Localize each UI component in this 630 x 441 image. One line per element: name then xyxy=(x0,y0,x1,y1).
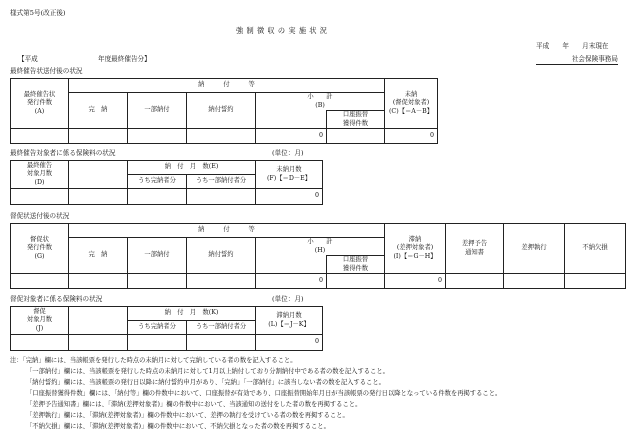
col-partial-payment-2: 一部納付 xyxy=(128,238,187,274)
value-l: 0 xyxy=(256,335,323,351)
note-line-6: 「差押執行」欄には、「滞納(差押対象者)」欄の件数中において、差押の執行を受けている者の数を再掲すること。 xyxy=(26,412,349,419)
note-line-5: 「差押予告通知書」欄には、「滞納(差押対象者)」欄の件数中において、当該通知の送付をした者の数を再掲すること。 xyxy=(26,401,362,408)
input-full-payment[interactable] xyxy=(69,129,128,144)
payment-group-header: 納 付 等 xyxy=(69,79,385,93)
col-write-off: 不納欠損 xyxy=(565,224,626,274)
report-date: 平成 年 月末現在 xyxy=(536,42,609,50)
col-e-header: 納 付 月 数(E) xyxy=(128,161,256,175)
input-partial-payment-2[interactable] xyxy=(128,274,187,289)
note-line-2: 「一部納付」欄には、当該帳票を発行した時点の未納月に対して1月以上納付しており分割納付中である者の数を記入すること。 xyxy=(26,368,389,375)
section3-table xyxy=(10,223,626,289)
col-seizure-notice: 差押予告 通知書 xyxy=(446,224,504,274)
form-number: 様式第5号(改正後) xyxy=(10,9,66,17)
section1-heading: 最終催告状送付後の状況 xyxy=(10,67,83,75)
note-line-1: 注：「完納」欄には、当該帳票を発行した時点の未納月に対して完納している者の数を記入すること。 xyxy=(10,357,297,364)
col-full-payers-2: うち完納者分 xyxy=(128,321,187,335)
value-c: 0 xyxy=(385,129,438,144)
col-a-header: 最終催告状 発行件数 (A) xyxy=(11,79,69,129)
col-h-header: 小 計 (H) xyxy=(307,238,333,254)
col-partial-payment: 一部納付 xyxy=(128,93,187,129)
col-account-transfer-2: 口座振替 獲得件数 xyxy=(327,256,385,274)
col-g-header: 督促状 発行件数 (G) xyxy=(11,224,69,274)
col-f-header: 未納月数 (F)【＝D－E】 xyxy=(256,161,323,189)
section4-unit: (単位：月) xyxy=(272,295,304,303)
input-k[interactable] xyxy=(69,335,128,351)
col-j-header: 督促 対象月数 (J) xyxy=(11,307,69,335)
col-seizure-execution: 差押執行 xyxy=(504,224,565,274)
col-c-header: 未納 (督促対象者) (C)【＝A－B】 xyxy=(385,79,438,129)
input-a[interactable] xyxy=(11,129,69,144)
col-partial-payers-2: うち一部納付者分 xyxy=(187,321,256,335)
input-seizure-notice[interactable] xyxy=(446,274,504,289)
input-j[interactable] xyxy=(11,335,69,351)
section3-heading: 督促状送付後の状況 xyxy=(10,212,70,220)
page-title: 強 制 徴 収 の 実 施 状 況 xyxy=(236,26,328,35)
input-seizure-execution[interactable] xyxy=(504,274,565,289)
section4-table xyxy=(10,306,323,351)
col-i-header: 滞納 (差押対象者) (I)【＝G－H】 xyxy=(385,224,446,274)
note-line-7: 「不納欠損」欄には、「滞納(差押対象者)」欄の件数中において、不納欠損となった者の数を再掲すること。 xyxy=(26,423,330,430)
note-line-3: 「納付誓約」欄には、当該帳票の発行日以降に納付誓約申月があり、「完納」「一部納付」に該当しない者の数を記入すること。 xyxy=(26,379,385,386)
input-partial-payers[interactable] xyxy=(187,189,256,205)
value-b: 0 xyxy=(256,129,327,144)
payment-group-header-2: 納 付 等 xyxy=(69,224,385,238)
input-pledge[interactable] xyxy=(187,129,256,144)
year-label-open: 【平成 xyxy=(18,55,38,63)
section2-table xyxy=(10,160,323,205)
input-full-payers-2[interactable] xyxy=(128,335,187,351)
col-full-payment: 完 納 xyxy=(69,93,128,129)
col-partial-payers: うち一部納付者分 xyxy=(187,175,256,189)
value-i: 0 xyxy=(385,274,446,289)
input-write-off[interactable] xyxy=(565,274,626,289)
col-k-header: 納 付 月 数(K) xyxy=(128,307,256,321)
input-partial-payers-2[interactable] xyxy=(187,335,256,351)
note-line-4: 「口座振替獲得件数」欄には、「納付等」欄の件数中において、口座振替が有効であり、口座振替開始年月日が当該帳票の発行日以降となっている件数を再掲すること。 xyxy=(26,390,502,397)
input-e[interactable] xyxy=(69,189,128,205)
section4-heading: 督促対象者に係る保険料の状況 xyxy=(10,295,103,303)
input-d[interactable] xyxy=(11,189,69,205)
input-partial-payment[interactable] xyxy=(128,129,187,144)
input-account-transfer[interactable] xyxy=(327,129,385,144)
input-pledge-2[interactable] xyxy=(187,274,256,289)
col-l-header: 滞納月数 (L)【＝J－K】 xyxy=(256,307,323,335)
value-f: 0 xyxy=(256,189,323,205)
input-full-payment-2[interactable] xyxy=(69,274,128,289)
input-account-transfer-2[interactable] xyxy=(327,274,385,289)
col-payment-pledge: 納付誓約 xyxy=(187,93,256,129)
col-d-header: 最終催告 対象月数 (D) xyxy=(11,161,69,189)
col-b-header: 小 計 (B) xyxy=(307,93,333,109)
input-g[interactable] xyxy=(11,274,69,289)
col-full-payers: うち完納者分 xyxy=(128,175,187,189)
section2-unit: (単位：月) xyxy=(272,149,304,157)
col-payment-pledge-2: 納付誓約 xyxy=(187,238,256,274)
section1-table xyxy=(10,78,438,144)
office-name: 社会保険事務局 xyxy=(536,56,618,65)
col-account-transfer: 口座振替 獲得件数 xyxy=(327,111,385,129)
input-full-payers[interactable] xyxy=(128,189,187,205)
section2-heading: 最終催告対象者に係る保険料の状況 xyxy=(10,149,116,157)
col-full-payment-2: 完 納 xyxy=(69,238,128,274)
value-h: 0 xyxy=(256,274,327,289)
year-label-close: 年度最終催告分】 xyxy=(98,55,151,63)
